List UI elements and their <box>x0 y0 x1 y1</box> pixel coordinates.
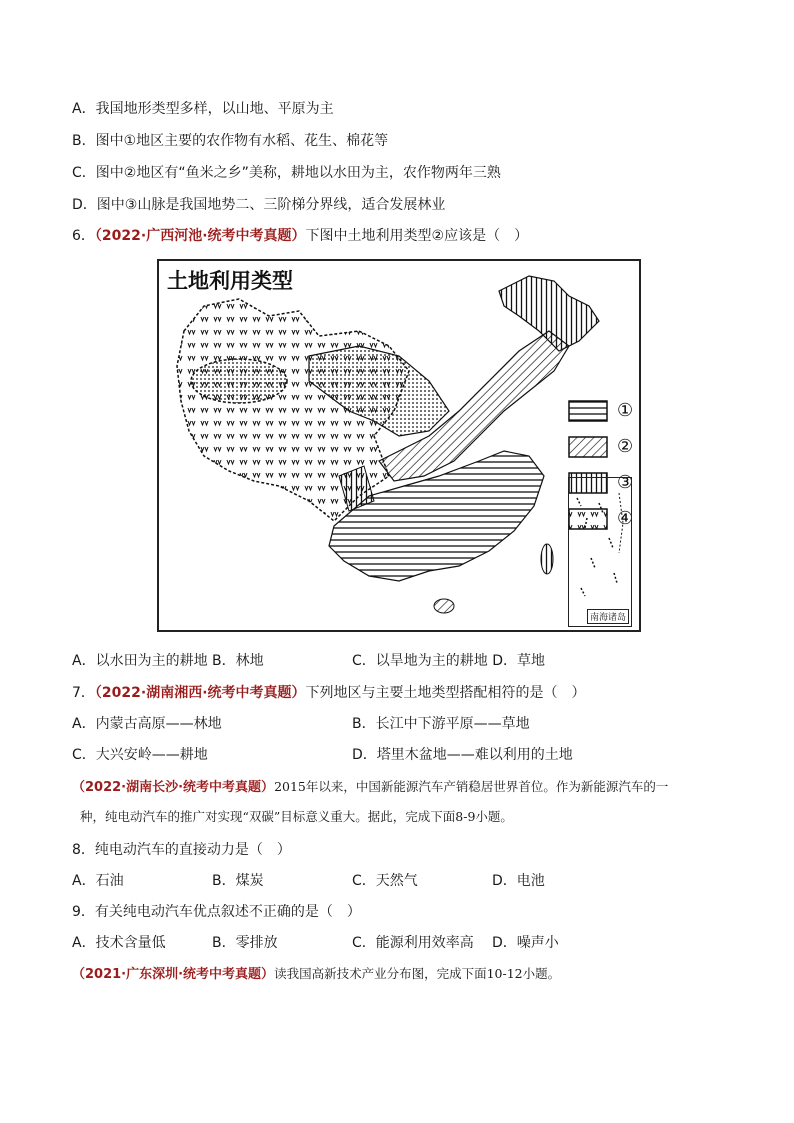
q8-option-d: D．电池 <box>492 873 545 889</box>
q6-number: 6． <box>72 228 95 244</box>
passage-8-9-source: （2022·湖南长沙·统考中考真题） <box>72 780 275 795</box>
q7-option-b: B．长江中下游平原——草地 <box>352 716 530 732</box>
q7-option-c: C．大兴安岭——耕地 <box>72 747 208 763</box>
legend-label-2: ② <box>617 436 634 457</box>
q6-source: （2022·广西河池·统考中考真题） <box>94 228 306 244</box>
passage-10-12 <box>72 964 560 985</box>
legend-swatch-1 <box>569 401 607 421</box>
q8-option-b: B．煤炭 <box>212 873 264 889</box>
q9-option-a: A．技术含量低 <box>72 935 166 951</box>
q9-option-d: D．噪声小 <box>492 935 559 951</box>
south-china-sea-inset <box>568 477 632 627</box>
tarim-basin <box>191 359 287 403</box>
legend-swatch-2 <box>569 437 607 457</box>
q7-option-d: D．塔里木盆地——难以利用的土地 <box>352 747 573 763</box>
q6-question <box>72 226 528 246</box>
passage-10-12-text: 读我国高新技术产业分布图，完成下面10-12小题。 <box>274 966 561 981</box>
q8-stem: 8．纯电动汽车的直接动力是（ ） <box>72 842 291 858</box>
q6-option-ab: A．以水田为主的耕地 B．林地 <box>72 653 264 669</box>
q9-option-b: B．零排放 <box>212 935 278 951</box>
q5-option-d: D．图中③山脉是我国地势二、三阶梯分界线，适合发展林业 <box>72 197 446 213</box>
q7-source: （2022·湖南湘西·统考中考真题） <box>94 685 306 701</box>
map-title: 土地利用类型 <box>167 269 293 293</box>
q7-option-a: A．内蒙古高原——林地 <box>72 716 222 732</box>
q5-option-b: B．图中①地区主要的农作物有水稻、花生、棉花等 <box>72 133 389 149</box>
legend-label-3: ③ <box>617 472 634 493</box>
land-use-map <box>157 259 641 632</box>
q9-option-c: C．能源利用效率高 <box>352 935 474 951</box>
inset-label: 南海诸岛 <box>587 609 629 624</box>
q7-question <box>72 683 586 703</box>
hainan-island <box>434 599 454 613</box>
legend-label-1: ① <box>617 400 634 421</box>
legend-label-4: ④ <box>617 508 634 529</box>
taiwan-island <box>541 544 553 574</box>
passage-8-9-text2: 种，纯电动汽车的推广对实现“双碳”目标意义重大。据此，完成下面8-9小题。 <box>80 809 513 824</box>
inset-islands-graphic <box>569 478 634 626</box>
passage-10-12-source: （2021·广东深圳·统考中考真题） <box>72 967 275 982</box>
passage-8-9-text1: 2015年以来，中国新能源汽车产销稳居世界首位。作为新能源汽车的一 <box>274 779 669 794</box>
q6-stem: 下图中土地利用类型②应该是（ ） <box>305 228 529 244</box>
passage-8-9-line1 <box>72 777 668 798</box>
q6-option-cd: C．以旱地为主的耕地 D．草地 <box>352 653 546 669</box>
q8-option-c: C．天然气 <box>352 873 418 889</box>
q5-option-c: C．图中②地区有“鱼米之乡”美称，耕地以水田为主，农作物两年三熟 <box>72 165 501 181</box>
q8-option-a: A．石油 <box>72 873 124 889</box>
q9-stem: 9．有关纯电动汽车优点叙述不正确的是（ ） <box>72 904 361 920</box>
q5-option-a: A．我国地形类型多样，以山地、平原为主 <box>72 101 334 117</box>
q7-number: 7． <box>72 685 95 701</box>
q7-stem: 下列地区与主要土地类型搭配相符的是（ ） <box>305 685 586 701</box>
